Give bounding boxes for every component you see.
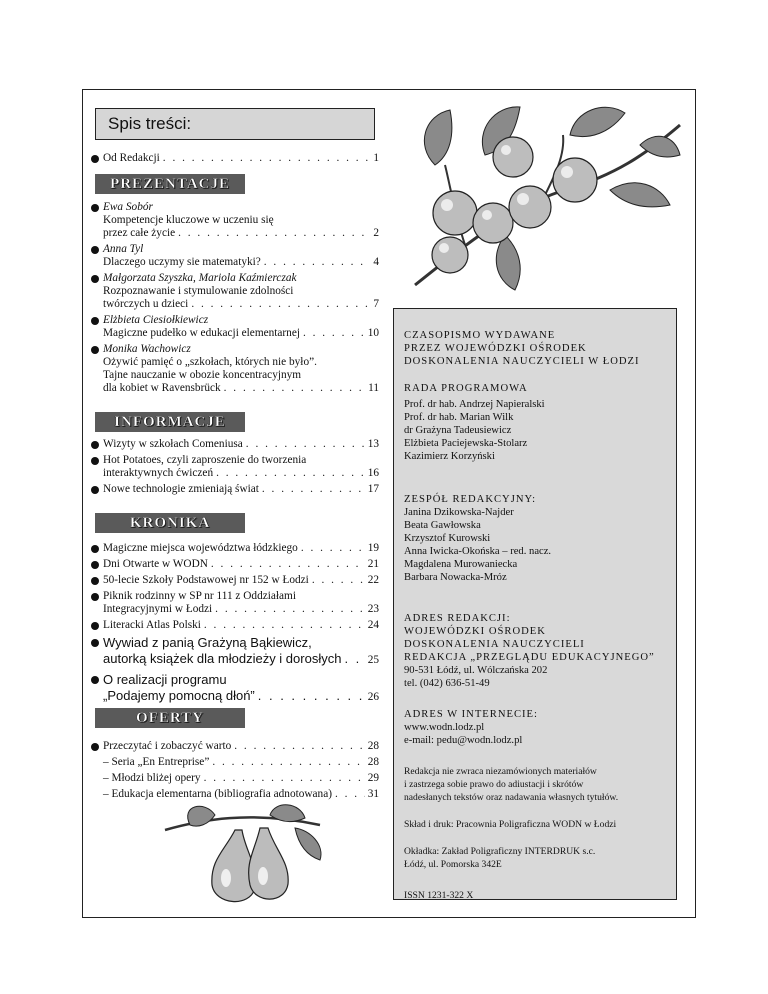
toc-entry-title: Od Redakcji	[103, 152, 160, 164]
toc-entry-page: 10	[367, 327, 379, 339]
toc-entry-title: O realizacji programu	[103, 672, 227, 687]
toc-entry[interactable]	[91, 483, 379, 496]
toc-entry-author: Monika Wachowicz	[103, 343, 191, 355]
toc-entry-title: – Młodzi bliżej opery	[103, 772, 201, 784]
phone: tel. (042) 636-51-49	[404, 678, 490, 689]
toc-entry[interactable]	[91, 558, 379, 571]
council-member: Elżbieta Paciejewska-Stolarz	[404, 438, 528, 449]
web-title: ADRES W INTERNECIE:	[404, 709, 538, 720]
bullet-icon	[91, 561, 99, 569]
toc-entry-title: 50-lecie Szkoły Podstawowej nr 152 w Łodzi	[103, 574, 309, 586]
address-line: WOJEWÓDZKI OŚRODEK	[404, 626, 546, 637]
toc-entry-author: Elżbieta Ciesiołkiewicz	[103, 314, 209, 326]
disclaimer-block	[404, 765, 666, 804]
editorial-member: Barbara Nowacka-Mróz	[404, 572, 507, 583]
toc-entry-title: Wizyty w szkołach Comeniusa	[103, 438, 243, 450]
bullet-icon	[91, 204, 99, 212]
print-credit: Skład i druk: Pracownia Poligraficzna WODN w Łodzi	[404, 819, 617, 830]
toc-entry-title: – Seria „En Entreprise”	[103, 756, 210, 768]
bullet-icon	[91, 622, 99, 630]
address-line: REDAKCJA „PRZEGLĄDU EDUKACYJNEGO”	[404, 652, 655, 663]
toc-entry-page: 16	[367, 467, 379, 479]
toc-entry-title: Literacki Atlas Polski	[103, 619, 201, 631]
toc-entry-page: 28	[367, 740, 379, 752]
publisher-block	[404, 329, 666, 368]
bullet-icon	[91, 275, 99, 283]
bullet-icon	[91, 545, 99, 553]
bullet-icon	[91, 155, 99, 163]
toc-entry-page: 25	[367, 654, 379, 666]
editorial-member: Janina Dzikowska-Najder	[404, 507, 514, 518]
council-title: RADA PROGRAMOWA	[404, 383, 528, 394]
toc-entry-title: Rozpoznawanie i stymulowanie zdolności	[103, 285, 294, 297]
address-block	[404, 612, 666, 690]
cover-credit	[404, 845, 666, 871]
toc-entry[interactable]	[91, 772, 379, 785]
bullet-icon	[91, 577, 99, 585]
bullet-icon	[91, 246, 99, 254]
disclaimer-line: Redakcja nie zwraca niezamówionych materiałów	[404, 766, 597, 777]
apple-branch-illustration	[395, 95, 685, 300]
bullet-icon	[91, 317, 99, 325]
bullet-icon	[91, 639, 99, 647]
council-member: Prof. dr hab. Marian Wilk	[404, 412, 514, 423]
masthead-box	[393, 308, 677, 900]
disclaimer-line: nadesłanych tekstów oraz nadawania własnych tytułów.	[404, 792, 619, 803]
toc-entry-page: 19	[367, 542, 379, 554]
editorial-block	[404, 493, 666, 584]
cover-line: Łódź, ul. Pomorska 342E	[404, 859, 502, 870]
editorial-member: Anna Iwicka-Okońska – red. nacz.	[404, 546, 552, 557]
council-member: dr Grażyna Tadeusiewicz	[404, 425, 512, 436]
toc-entry-page: 28	[367, 756, 379, 768]
website-link[interactable]: www.wodn.lodz.pl	[404, 722, 485, 733]
toc-entry-title: Nowe technologie zmieniają świat	[103, 483, 259, 495]
section-kronika: KRONIKA	[95, 513, 245, 533]
toc-entry-page: 31	[367, 788, 379, 800]
toc-entry-page: 1	[373, 152, 379, 164]
toc-entry-title: autorką książek dla młodzieży i dorosłych	[103, 651, 342, 666]
toc-entry-page: 21	[367, 558, 379, 570]
toc-entry[interactable]	[91, 672, 379, 705]
bullet-icon	[91, 486, 99, 494]
toc-entry-title: – Edukacja elementarna (bibliografia adnotowana)	[103, 788, 332, 800]
toc-entry[interactable]	[91, 454, 379, 480]
toc-entry-page: 7	[373, 298, 379, 310]
toc-entry[interactable]	[91, 272, 379, 311]
bullet-icon	[91, 676, 99, 684]
bullet-icon	[91, 743, 99, 751]
toc-entry[interactable]	[91, 343, 379, 395]
publisher-line: CZASOPISMO WYDAWANE	[404, 330, 556, 341]
toc-entry-title: Przeczytać i zobaczyć warto	[103, 740, 232, 752]
toc-entry-title: twórczych u dzieci	[103, 298, 189, 310]
address-line: DOSKONALENIA NAUCZYCIELI	[404, 639, 585, 650]
bullet-icon	[91, 346, 99, 354]
toc-entry[interactable]	[91, 201, 379, 240]
section-oferty: OFERTY	[95, 708, 245, 728]
toc-entry-author: Ewa Sobór	[103, 201, 153, 213]
toc-entry-title: Tajne nauczanie w obozie koncentracyjnym	[103, 369, 302, 381]
toc-entry-title: „Podajemy pomocną dłoń”	[103, 688, 255, 703]
toc-entry-page: 24	[367, 619, 379, 631]
toc-title: Spis treści:	[95, 108, 375, 140]
web-block	[404, 708, 666, 747]
toc-entry-page: 11	[368, 382, 379, 394]
editorial-member: Magdalena Murowaniecka	[404, 559, 518, 570]
council-member: Kazimierz Korzyński	[404, 451, 495, 462]
toc-entry-author: Małgorzata Szyszka, Mariola Kaźmierczak	[103, 272, 297, 284]
toc-entry[interactable]	[91, 756, 379, 769]
editorial-title: ZESPÓŁ REDAKCYJNY:	[404, 494, 537, 505]
bullet-icon	[91, 457, 99, 465]
toc-entry-title: Dlaczego uczymy sie matematyki?	[103, 256, 261, 268]
bullet-icon	[91, 593, 99, 601]
toc-entry[interactable]	[91, 635, 379, 668]
toc-list-prezentacje	[91, 201, 379, 395]
pear-branch-illustration	[160, 800, 330, 910]
toc-entry-page: 26	[367, 691, 379, 703]
publisher-line: DOSKONALENIA NAUCZYCIELI W ŁODZI	[404, 356, 640, 367]
toc-entry[interactable]	[91, 243, 379, 269]
toc-entry-title: interaktywnych ćwiczeń	[103, 467, 214, 479]
toc-entry[interactable]	[91, 590, 379, 616]
toc-entry-title: Ożywić pamięć o „szkołach, których nie było”.	[103, 356, 317, 368]
toc-entry[interactable]	[91, 740, 379, 753]
toc-entry-title: Integracyjnymi w Łodzi	[103, 603, 213, 615]
toc-entry-title: Wywiad z panią Grażyną Bąkiewicz,	[103, 635, 312, 650]
toc-entry-title: Piknik rodzinny w SP nr 111 z Oddziałami	[103, 590, 296, 602]
toc-entry-title: Magiczne pudełko w edukacji elementarnej	[103, 327, 300, 339]
toc-list-oferty	[91, 740, 379, 801]
section-informacje: INFORMACJE	[95, 412, 245, 432]
council-member: Prof. dr hab. Andrzej Napieralski	[404, 399, 545, 410]
toc-entry[interactable]	[91, 542, 379, 555]
toc-entry-page: 4	[373, 256, 379, 268]
toc-entry[interactable]	[91, 314, 379, 340]
disclaimer-line: i zastrzega sobie prawo do adiustacji i skrótów	[404, 779, 584, 790]
issn: ISSN 1231-322 X	[404, 890, 474, 901]
toc-entry-title: dla kobiet w Ravensbrück	[103, 382, 221, 394]
toc-entry-title: Magiczne miejsca województwa łódzkiego	[103, 542, 298, 554]
editorial-member: Beata Gawłowska	[404, 520, 481, 531]
toc-entry-page: 29	[367, 772, 379, 784]
toc-entry-page: 2	[373, 227, 379, 239]
toc-entry-page: 23	[367, 603, 379, 615]
toc-entry[interactable]	[91, 438, 379, 451]
toc-entry-page: 13	[367, 438, 379, 450]
toc-entry-page: 17	[367, 483, 379, 495]
email-link[interactable]: e-mail: pedu@wodn.lodz.pl	[404, 735, 523, 746]
toc-entry[interactable]	[91, 619, 379, 632]
toc-entry-author: Anna Tyl	[103, 243, 144, 255]
cover-line: Okładka: Zakład Poligraficzny INTERDRUK s.c.	[404, 846, 596, 857]
section-prezentacje: PREZENTACJE	[95, 174, 245, 194]
editorial-member: Krzysztof Kurowski	[404, 533, 491, 544]
toc-entry-title: Hot Potatoes, czyli zaproszenie do tworzenia	[103, 454, 307, 466]
toc-entry-title: Dni Otwarte w WODN	[103, 558, 208, 570]
address-title: ADRES REDAKCJI:	[404, 613, 511, 624]
address-line: 90-531 Łódź, ul. Wólczańska 202	[404, 665, 548, 676]
toc-list-informacje	[91, 438, 379, 496]
toc-entry-title: Kompetencje kluczowe w uczeniu się	[103, 214, 274, 226]
toc-entry-page: 22	[367, 574, 379, 586]
toc-list-kronika	[91, 542, 379, 705]
council-block	[404, 382, 666, 463]
toc-intro[interactable]	[91, 152, 379, 165]
toc-entry-title: przez całe życie	[103, 227, 176, 239]
toc-entry[interactable]	[91, 574, 379, 587]
publisher-line: PRZEZ WOJEWÓDZKI OŚRODEK	[404, 343, 587, 354]
bullet-icon	[91, 441, 99, 449]
